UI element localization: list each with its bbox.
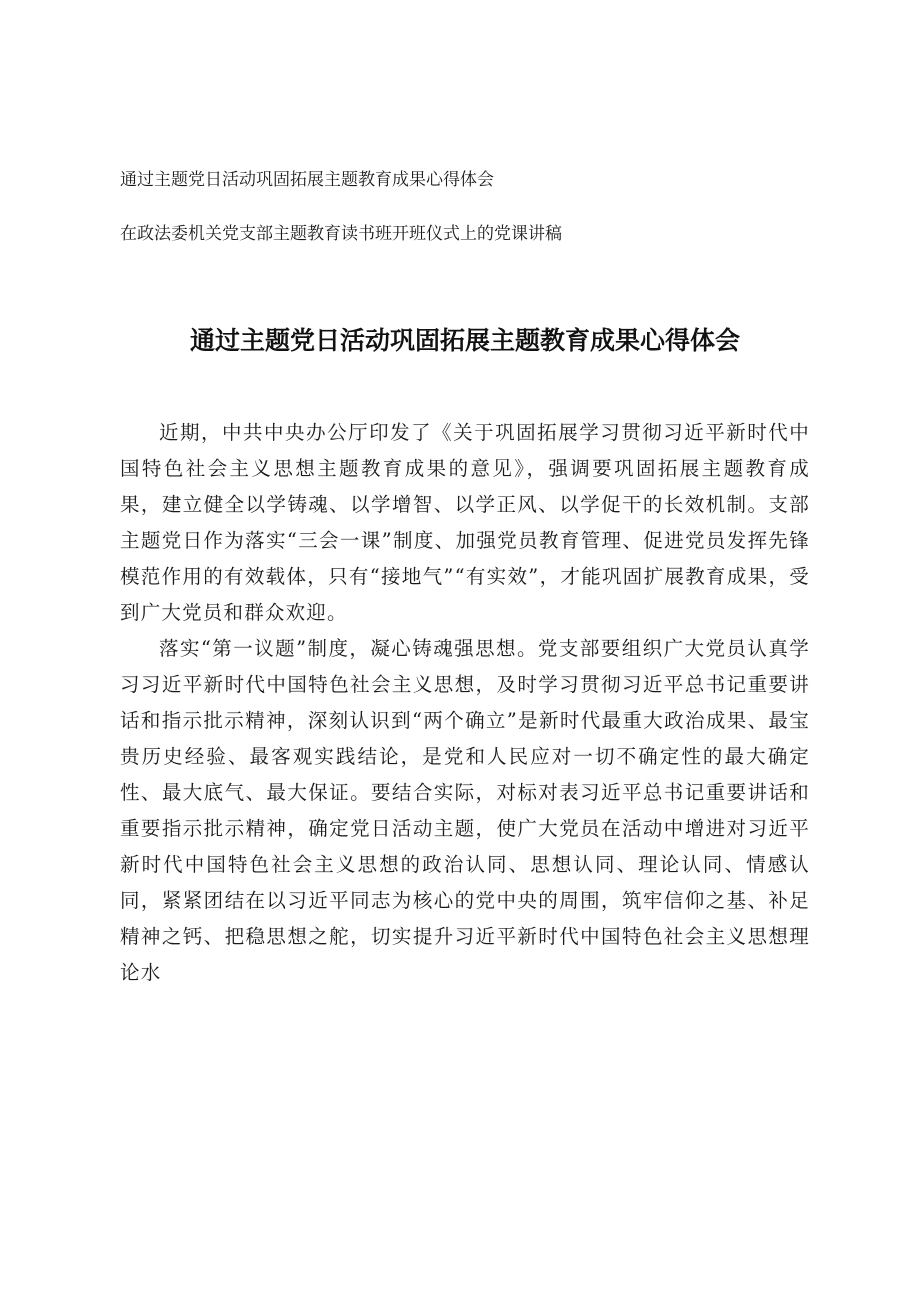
- toc-item-1: 通过主题党日活动巩固拓展主题教育成果心得体会: [120, 170, 494, 190]
- document-body: [120, 415, 810, 991]
- paragraph-2: 落实“第一议题”制度，凝心铸魂强思想。党支部要组织广大党员认真学习习近平新时代中国特色社会主义思想，及时学习贯彻习近平总书记重要讲话和指示批示精神，深刻认识到“两个确立”是新时代最重大政治成果、最宝贵历史经验、最客观实践结论，是党和人民应对一切不确定性的最大确定性、最大底气、最大保证。要结合实际，对标对表习近平总书记重要讲话和重要指示批示精神，确定党日活动主题，使广大党员在活动中增进对习近平新时代中国特色社会主义思想的政治认同、思想认同、理论认同、情感认同，紧紧团结在以习近平同志为核心的党中央的周围，筑牢信仰之基、补足精神之钙、把稳思想之舵，切实提升习近平新时代中国特色社会主义思想理论水: [120, 637, 810, 984]
- table-of-contents: [120, 168, 810, 246]
- document-title: 通过主题党日活动巩固拓展主题教育成果心得体会: [189, 326, 740, 355]
- paragraph-1: 近期，中共中央办公厅印发了《关于巩固拓展学习贯彻习近平新时代中国特色社会主义思想主题教育成果的意见》，强调要巩固拓展主题教育成果，建立健全以学铸魂、以学增智、以学正风、以学促干的长效机制。支部主题党日作为落实“三会一课”制度、加强党员教育管理、促进党员发挥先锋模范作用的有效载体，只有“接地气”“有实效”，才能巩固扩展教育成果，受到广大党员和群众欢迎。: [120, 421, 810, 624]
- toc-item-2: 在政法委机关党支部主题教育读书班开班仪式上的党课讲稿: [120, 224, 562, 244]
